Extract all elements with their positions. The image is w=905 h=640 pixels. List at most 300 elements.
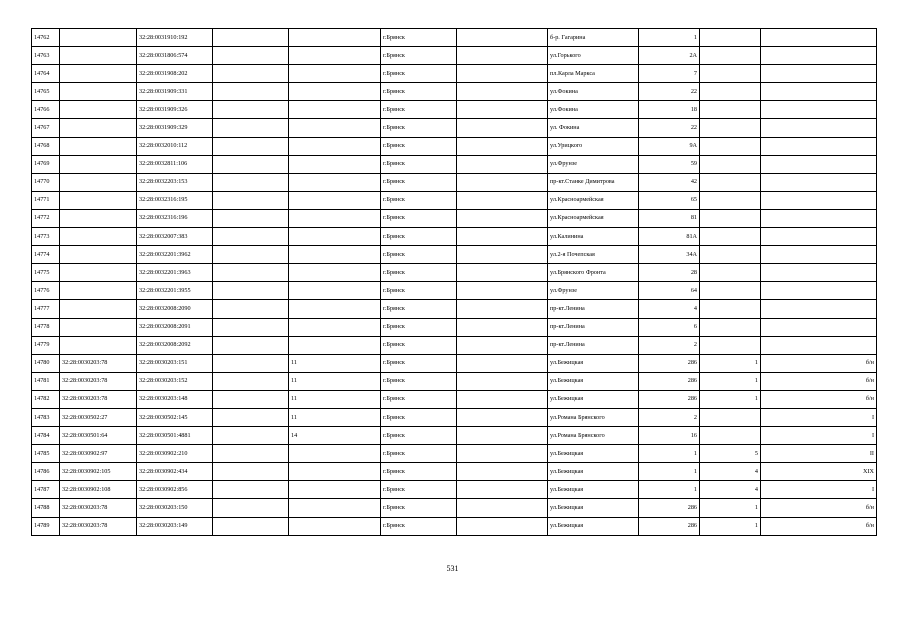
cell-city: г.Брянск <box>381 445 457 463</box>
cell-floor-number <box>700 29 761 47</box>
cell-street: ул.Бежицкая <box>548 390 639 408</box>
table-row <box>32 481 877 499</box>
table-row <box>32 101 877 119</box>
cell-floor-number <box>700 228 761 246</box>
table-row <box>32 65 877 83</box>
cell-premise-number <box>761 282 877 300</box>
cell-street: ул.Калинина <box>548 228 639 246</box>
cell-city: г.Брянск <box>381 83 457 101</box>
cell-cadastral-number: 32:28:0030203:150 <box>137 499 213 517</box>
cell-record-number: 14782 <box>32 390 60 408</box>
cell-floor-value <box>289 517 381 535</box>
table-row <box>32 354 877 372</box>
cell-city: г.Брянск <box>381 300 457 318</box>
cell-col-empty-2 <box>457 264 548 282</box>
cell-house-number: 286 <box>639 390 700 408</box>
cell-premise-number: б/н <box>761 354 877 372</box>
table-row <box>32 228 877 246</box>
table-row <box>32 445 877 463</box>
cell-record-number: 14786 <box>32 463 60 481</box>
cell-street: ул.Фрунзе <box>548 155 639 173</box>
cell-record-number: 14762 <box>32 29 60 47</box>
cell-street: ул.Бежицкая <box>548 517 639 535</box>
cell-house-number: 9А <box>639 137 700 155</box>
cell-record-number: 14787 <box>32 481 60 499</box>
cell-record-number: 14789 <box>32 517 60 535</box>
cell-floor-value <box>289 137 381 155</box>
cell-col-empty-2 <box>457 228 548 246</box>
cell-col-empty-1 <box>213 47 289 65</box>
cell-floor-number <box>700 101 761 119</box>
cell-house-number: 59 <box>639 155 700 173</box>
cell-house-number: 1 <box>639 29 700 47</box>
cell-floor-number: 4 <box>700 463 761 481</box>
cell-house-number: 16 <box>639 427 700 445</box>
cell-city: г.Брянск <box>381 517 457 535</box>
cell-house-number: 6 <box>639 318 700 336</box>
cell-street: ул.Бежицкая <box>548 354 639 372</box>
cell-premise-number <box>761 336 877 354</box>
cell-floor-number <box>700 336 761 354</box>
cell-col-empty-1 <box>213 65 289 83</box>
cell-floor-value: 14 <box>289 427 381 445</box>
table-row <box>32 408 877 426</box>
cell-premise-number <box>761 101 877 119</box>
cell-street: ул.Брянского Фронта <box>548 264 639 282</box>
cell-street: ул.Горького <box>548 47 639 65</box>
cell-col-empty-1 <box>213 228 289 246</box>
cell-col-empty-2 <box>457 83 548 101</box>
cell-cadastral-number: 32:28:0032008:2090 <box>137 300 213 318</box>
cell-col-empty-2 <box>457 463 548 481</box>
cell-record-number: 14779 <box>32 336 60 354</box>
cell-col-empty-2 <box>457 47 548 65</box>
page-number: 531 <box>446 564 459 573</box>
cell-record-number: 14785 <box>32 445 60 463</box>
cell-col-empty-1 <box>213 101 289 119</box>
cell-record-number: 14764 <box>32 65 60 83</box>
cell-street: ул.Романа Брянского <box>548 427 639 445</box>
cell-premise-number <box>761 173 877 191</box>
cell-record-number: 14780 <box>32 354 60 372</box>
cell-floor-value <box>289 83 381 101</box>
cell-floor-value <box>289 264 381 282</box>
cell-floor-number <box>700 83 761 101</box>
table-row <box>32 427 877 445</box>
cell-col-empty-2 <box>457 246 548 264</box>
cell-col-empty-1 <box>213 300 289 318</box>
cell-cadastral-number: 32:28:0031806:574 <box>137 47 213 65</box>
registry-table <box>31 28 877 536</box>
cell-floor-value <box>289 228 381 246</box>
cell-premise-number: I <box>761 408 877 426</box>
cell-cadastral-number: 32:28:0032811:106 <box>137 155 213 173</box>
cell-street: ул. Фокина <box>548 119 639 137</box>
cell-col-empty-1 <box>213 264 289 282</box>
cell-parent-cadastral-number <box>60 47 137 65</box>
cell-col-empty-2 <box>457 101 548 119</box>
cell-premise-number <box>761 228 877 246</box>
cell-col-empty-1 <box>213 336 289 354</box>
cell-col-empty-2 <box>457 427 548 445</box>
cell-city: г.Брянск <box>381 47 457 65</box>
cell-cadastral-number: 32:28:0030502:145 <box>137 408 213 426</box>
cell-premise-number: б/н <box>761 372 877 390</box>
cell-parent-cadastral-number: 32:28:0030502:27 <box>60 408 137 426</box>
cell-col-empty-1 <box>213 408 289 426</box>
cell-premise-number <box>761 191 877 209</box>
cell-street: пр-кт.Ленина <box>548 318 639 336</box>
cell-parent-cadastral-number: 32:28:0030902:108 <box>60 481 137 499</box>
cell-cadastral-number: 32:28:0032201:3963 <box>137 264 213 282</box>
cell-floor-value <box>289 481 381 499</box>
cell-premise-number: II <box>761 445 877 463</box>
cell-cadastral-number: 32:28:0030501:4881 <box>137 427 213 445</box>
cell-col-empty-1 <box>213 119 289 137</box>
cell-cadastral-number: 32:28:0031908:202 <box>137 65 213 83</box>
cell-record-number: 14777 <box>32 300 60 318</box>
cell-parent-cadastral-number <box>60 155 137 173</box>
cell-city: г.Брянск <box>381 119 457 137</box>
cell-premise-number: I <box>761 481 877 499</box>
cell-record-number: 14770 <box>32 173 60 191</box>
cell-floor-value <box>289 47 381 65</box>
cell-cadastral-number: 32:28:0031909:326 <box>137 101 213 119</box>
cell-floor-value <box>289 445 381 463</box>
cell-street: пр-кт.Ленина <box>548 336 639 354</box>
cell-parent-cadastral-number: 32:28:0030203:78 <box>60 372 137 390</box>
cell-floor-number: 1 <box>700 499 761 517</box>
cell-col-empty-2 <box>457 517 548 535</box>
cell-street: ул.Бежицкая <box>548 372 639 390</box>
cell-house-number: 18 <box>639 101 700 119</box>
cell-col-empty-1 <box>213 173 289 191</box>
cell-house-number: 81 <box>639 209 700 227</box>
cell-house-number: 2 <box>639 336 700 354</box>
cell-city: г.Брянск <box>381 282 457 300</box>
cell-city: г.Брянск <box>381 264 457 282</box>
cell-record-number: 14763 <box>32 47 60 65</box>
table-row <box>32 499 877 517</box>
cell-cadastral-number: 32:28:0031909:329 <box>137 119 213 137</box>
cell-floor-number: 5 <box>700 445 761 463</box>
cell-parent-cadastral-number <box>60 264 137 282</box>
cell-floor-number <box>700 408 761 426</box>
cell-premise-number <box>761 264 877 282</box>
cell-house-number: 4 <box>639 300 700 318</box>
cell-record-number: 14783 <box>32 408 60 426</box>
cell-house-number: 286 <box>639 517 700 535</box>
cell-premise-number <box>761 137 877 155</box>
table-row <box>32 209 877 227</box>
cell-floor-number: 4 <box>700 481 761 499</box>
cell-record-number: 14776 <box>32 282 60 300</box>
cell-parent-cadastral-number <box>60 336 137 354</box>
cell-floor-value <box>289 282 381 300</box>
cell-city: г.Брянск <box>381 390 457 408</box>
cell-cadastral-number: 32:28:0030203:151 <box>137 354 213 372</box>
cell-col-empty-2 <box>457 29 548 47</box>
cell-parent-cadastral-number <box>60 65 137 83</box>
table-row <box>32 47 877 65</box>
cell-street: ул.Бежицкая <box>548 445 639 463</box>
cell-premise-number <box>761 318 877 336</box>
cell-city: г.Брянск <box>381 191 457 209</box>
cell-floor-number <box>700 427 761 445</box>
cell-col-empty-2 <box>457 300 548 318</box>
cell-col-empty-1 <box>213 209 289 227</box>
cell-city: г.Брянск <box>381 137 457 155</box>
cell-col-empty-2 <box>457 372 548 390</box>
cell-street: ул.Урицкого <box>548 137 639 155</box>
cell-house-number: 286 <box>639 372 700 390</box>
cell-premise-number: б/н <box>761 390 877 408</box>
cell-floor-value <box>289 101 381 119</box>
table-row <box>32 517 877 535</box>
cell-floor-value <box>289 336 381 354</box>
cell-col-empty-2 <box>457 354 548 372</box>
cell-record-number: 14772 <box>32 209 60 227</box>
cell-floor-number <box>700 173 761 191</box>
table-row <box>32 390 877 408</box>
cell-city: г.Брянск <box>381 354 457 372</box>
table-row <box>32 336 877 354</box>
cell-floor-value <box>289 318 381 336</box>
cell-record-number: 14766 <box>32 101 60 119</box>
table-row <box>32 137 877 155</box>
cell-col-empty-2 <box>457 390 548 408</box>
cell-col-empty-2 <box>457 318 548 336</box>
cell-parent-cadastral-number: 32:28:0030203:78 <box>60 517 137 535</box>
cell-floor-value: 11 <box>289 408 381 426</box>
cell-floor-value <box>289 173 381 191</box>
cell-parent-cadastral-number <box>60 191 137 209</box>
cell-floor-number <box>700 246 761 264</box>
table-row <box>32 264 877 282</box>
cell-street: б-р. Гагарина <box>548 29 639 47</box>
cell-parent-cadastral-number <box>60 300 137 318</box>
cell-cadastral-number: 32:28:0032008:2092 <box>137 336 213 354</box>
cell-city: г.Брянск <box>381 155 457 173</box>
cell-premise-number: XIX <box>761 463 877 481</box>
cell-floor-number: 1 <box>700 354 761 372</box>
cell-parent-cadastral-number <box>60 228 137 246</box>
cell-col-empty-1 <box>213 517 289 535</box>
table-row <box>32 372 877 390</box>
cell-col-empty-1 <box>213 246 289 264</box>
cell-col-empty-1 <box>213 481 289 499</box>
cell-house-number: 65 <box>639 191 700 209</box>
cell-premise-number <box>761 83 877 101</box>
cell-floor-number <box>700 209 761 227</box>
cell-city: г.Брянск <box>381 463 457 481</box>
table-row <box>32 282 877 300</box>
cell-city: г.Брянск <box>381 209 457 227</box>
cell-street: ул.Фрунзе <box>548 282 639 300</box>
cell-floor-value <box>289 499 381 517</box>
cell-floor-value <box>289 29 381 47</box>
cell-col-empty-1 <box>213 372 289 390</box>
cell-premise-number <box>761 65 877 83</box>
cell-floor-number <box>700 65 761 83</box>
cell-floor-number <box>700 300 761 318</box>
cell-parent-cadastral-number <box>60 282 137 300</box>
cell-parent-cadastral-number <box>60 209 137 227</box>
cell-floor-value <box>289 191 381 209</box>
cell-col-empty-1 <box>213 137 289 155</box>
cell-record-number: 14771 <box>32 191 60 209</box>
registry-table-body <box>32 29 877 536</box>
cell-premise-number: б/н <box>761 517 877 535</box>
cell-house-number: 2А <box>639 47 700 65</box>
cell-cadastral-number: 32:28:0030902:210 <box>137 445 213 463</box>
cell-col-empty-2 <box>457 209 548 227</box>
cell-cadastral-number: 32:28:0032010:112 <box>137 137 213 155</box>
cell-premise-number <box>761 155 877 173</box>
cell-street: пл.Карла Маркса <box>548 65 639 83</box>
cell-street: пр-кт.Станке Димитрова <box>548 173 639 191</box>
cell-parent-cadastral-number: 32:28:0030203:78 <box>60 390 137 408</box>
table-row <box>32 300 877 318</box>
cell-street: ул.Бежицкая <box>548 499 639 517</box>
cell-floor-value <box>289 65 381 83</box>
cell-city: г.Брянск <box>381 318 457 336</box>
cell-house-number: 286 <box>639 354 700 372</box>
cell-cadastral-number: 32:28:0032316:196 <box>137 209 213 227</box>
cell-col-empty-2 <box>457 408 548 426</box>
cell-street: ул.2-я Почепская <box>548 246 639 264</box>
table-row <box>32 318 877 336</box>
cell-floor-number <box>700 264 761 282</box>
cell-col-empty-1 <box>213 463 289 481</box>
cell-city: г.Брянск <box>381 336 457 354</box>
cell-cadastral-number: 32:28:0030203:152 <box>137 372 213 390</box>
cell-floor-value <box>289 463 381 481</box>
cell-street: пр-кт.Ленина <box>548 300 639 318</box>
cell-floor-value <box>289 155 381 173</box>
cell-house-number: 1 <box>639 481 700 499</box>
cell-cadastral-number: 32:28:0032203:153 <box>137 173 213 191</box>
cell-floor-number <box>700 191 761 209</box>
cell-street: ул.Романа Брянского <box>548 408 639 426</box>
cell-house-number: 64 <box>639 282 700 300</box>
cell-city: г.Брянск <box>381 246 457 264</box>
cell-floor-value <box>289 246 381 264</box>
cell-cadastral-number: 32:28:0030902:856 <box>137 481 213 499</box>
cell-col-empty-1 <box>213 191 289 209</box>
table-row <box>32 463 877 481</box>
cell-floor-number <box>700 318 761 336</box>
cell-house-number: 7 <box>639 65 700 83</box>
cell-cadastral-number: 32:28:0030902:434 <box>137 463 213 481</box>
cell-cadastral-number: 32:28:0030203:149 <box>137 517 213 535</box>
cell-parent-cadastral-number: 32:28:0030902:97 <box>60 445 137 463</box>
cell-parent-cadastral-number <box>60 173 137 191</box>
cell-record-number: 14769 <box>32 155 60 173</box>
cell-floor-number <box>700 137 761 155</box>
cell-city: г.Брянск <box>381 29 457 47</box>
cell-house-number: 1 <box>639 445 700 463</box>
cell-floor-value <box>289 300 381 318</box>
cell-premise-number <box>761 300 877 318</box>
cell-col-empty-2 <box>457 336 548 354</box>
cell-city: г.Брянск <box>381 65 457 83</box>
table-row <box>32 173 877 191</box>
cell-parent-cadastral-number: 32:28:0030203:78 <box>60 354 137 372</box>
cell-street: ул.Бежицкая <box>548 481 639 499</box>
cell-cadastral-number: 32:28:0032008:2091 <box>137 318 213 336</box>
cell-floor-number: 1 <box>700 390 761 408</box>
cell-col-empty-1 <box>213 427 289 445</box>
cell-cadastral-number: 32:28:0032316:195 <box>137 191 213 209</box>
cell-house-number: 286 <box>639 499 700 517</box>
cell-cadastral-number: 32:28:0030203:148 <box>137 390 213 408</box>
cell-col-empty-1 <box>213 445 289 463</box>
cell-record-number: 14775 <box>32 264 60 282</box>
cell-cadastral-number: 32:28:0031909:331 <box>137 83 213 101</box>
cell-premise-number <box>761 119 877 137</box>
table-row <box>32 83 877 101</box>
cell-cadastral-number: 32:28:0032007:383 <box>137 228 213 246</box>
cell-floor-number <box>700 282 761 300</box>
cell-col-empty-1 <box>213 499 289 517</box>
cell-col-empty-2 <box>457 191 548 209</box>
cell-col-empty-2 <box>457 155 548 173</box>
cell-parent-cadastral-number <box>60 83 137 101</box>
cell-premise-number: I <box>761 427 877 445</box>
cell-col-empty-1 <box>213 155 289 173</box>
cell-city: г.Брянск <box>381 173 457 191</box>
cell-parent-cadastral-number <box>60 137 137 155</box>
cell-floor-number: 1 <box>700 372 761 390</box>
cell-street: ул.Фокина <box>548 101 639 119</box>
cell-col-empty-1 <box>213 83 289 101</box>
cell-city: г.Брянск <box>381 481 457 499</box>
cell-col-empty-2 <box>457 282 548 300</box>
cell-floor-value: 11 <box>289 390 381 408</box>
cell-col-empty-1 <box>213 354 289 372</box>
cell-floor-number: 1 <box>700 517 761 535</box>
cell-record-number: 14768 <box>32 137 60 155</box>
cell-record-number: 14773 <box>32 228 60 246</box>
cell-house-number: 42 <box>639 173 700 191</box>
cell-parent-cadastral-number <box>60 101 137 119</box>
cell-col-empty-2 <box>457 499 548 517</box>
cell-house-number: 28 <box>639 264 700 282</box>
cell-parent-cadastral-number: 32:28:0030902:105 <box>60 463 137 481</box>
cell-premise-number <box>761 209 877 227</box>
cell-house-number: 81А <box>639 228 700 246</box>
cell-city: г.Брянск <box>381 427 457 445</box>
cell-record-number: 14767 <box>32 119 60 137</box>
table-row <box>32 246 877 264</box>
cell-floor-value: 11 <box>289 372 381 390</box>
cell-parent-cadastral-number <box>60 119 137 137</box>
table-row <box>32 29 877 47</box>
cell-col-empty-2 <box>457 65 548 83</box>
cell-col-empty-2 <box>457 137 548 155</box>
cell-col-empty-1 <box>213 29 289 47</box>
table-row <box>32 155 877 173</box>
cell-street: ул.Фокина <box>548 83 639 101</box>
cell-parent-cadastral-number <box>60 29 137 47</box>
cell-house-number: 22 <box>639 83 700 101</box>
cell-record-number: 14781 <box>32 372 60 390</box>
cell-city: г.Брянск <box>381 499 457 517</box>
table-row <box>32 191 877 209</box>
cell-city: г.Брянск <box>381 408 457 426</box>
cell-col-empty-2 <box>457 119 548 137</box>
